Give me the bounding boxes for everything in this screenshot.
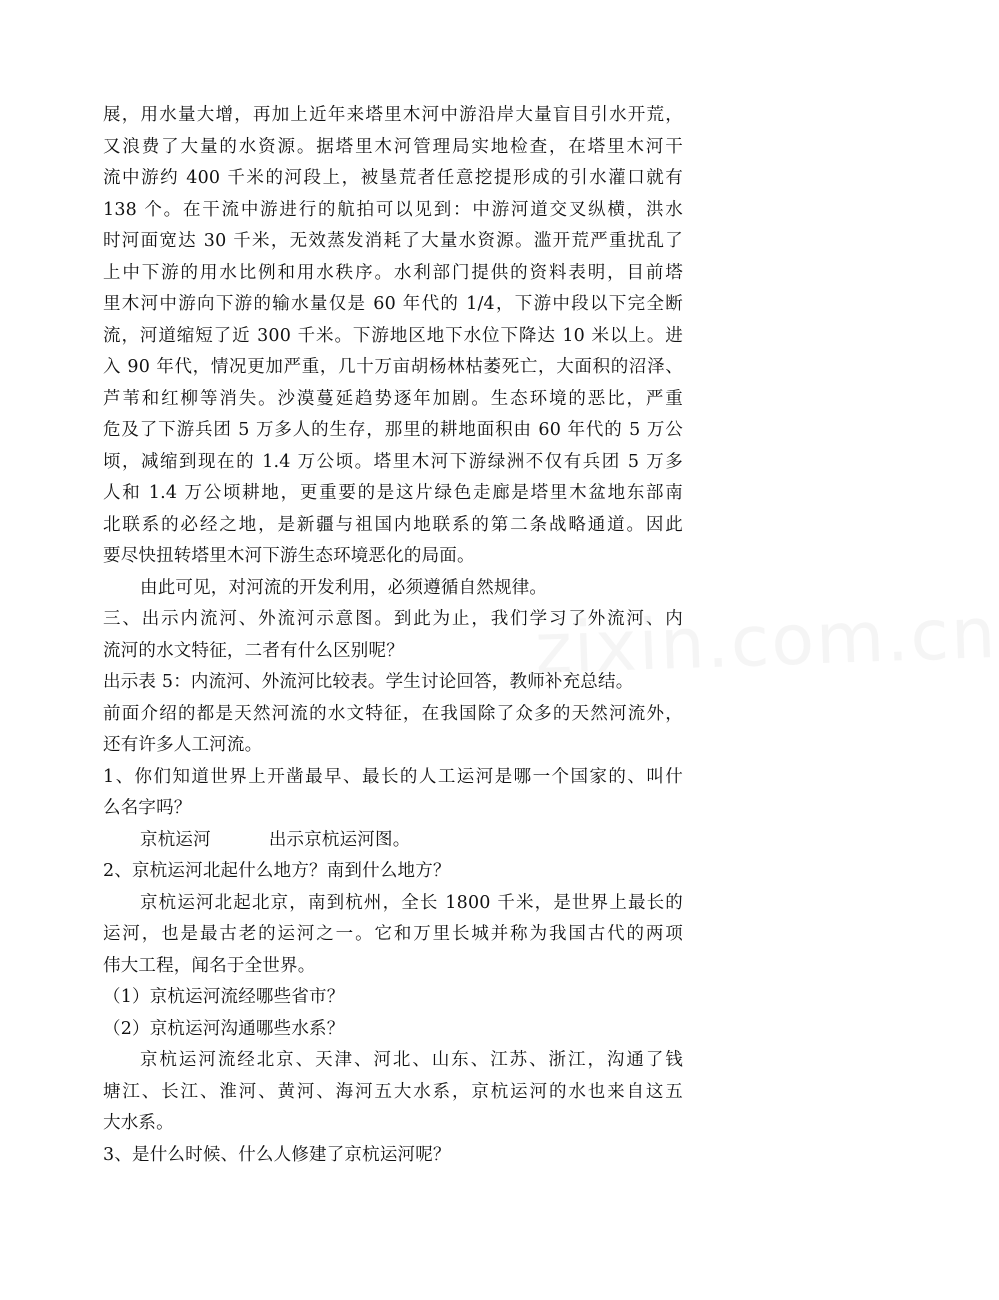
document-body <box>103 100 683 1171</box>
text-line: 顷，减缩到现在的 1.4 万公顷。塔里木河下游绿洲不仅有兵团 5 万多 <box>103 451 683 472</box>
text-line: 京杭运河流经北京、天津、河北、山东、江苏、浙江，沟通了钱 <box>140 1050 683 1070</box>
text-line: 上中下游的用水比例和用水秩序。水利部门提供的资料表明，目前塔 <box>103 262 683 283</box>
text-line: 运河，也是最古老的运河之一。它和万里长城并称为我国古代的两项 <box>103 924 683 944</box>
question-line: 么名字吗？ <box>103 798 192 818</box>
text-line: 又浪费了大量的水资源。据塔里木河管理局实地检查，在塔里木河干 <box>103 136 683 157</box>
text-line: 里木河中游向下游的输水量仅是 60 年代的 1/4，下游中段以下完全断 <box>103 294 683 314</box>
text-line: 流，河道缩短了近 300 千米。下游地区地下水位下降达 10 米以上。进 <box>103 325 683 346</box>
text-line: 出示表 5：内流河、外流河比较表。学生讨论回答，教师补充总结。 <box>103 672 634 692</box>
text-line: 由此可见，对河流的开发利用，必须遵循自然规律。 <box>140 577 548 598</box>
question-line: 3、是什么时候、什么人修建了京杭运河呢？ <box>103 1144 451 1165</box>
section-heading: 三、出示内流河、外流河示意图。到此为止，我们学习了外流河、内 <box>103 609 683 629</box>
answer-note: 出示京杭运河图。 <box>268 829 411 850</box>
text-line: 北联系的必经之地，是新疆与祖国内地联系的第二条战略通道。因此 <box>103 514 683 535</box>
text-line: 时河面宽达 30 千米，无效蒸发消耗了大量水资源。滥开荒严重扰乱了 <box>103 231 683 251</box>
text-line: 危及了下游兵团 5 万多人的生存，那里的耕地面积由 60 年代的 5 万公 <box>103 420 683 440</box>
text-line: 人和 1.4 万公顷耕地，更重要的是这片绿色走廊是塔里木盆地东部南 <box>103 483 683 503</box>
text-line: 入 90 年代，情况更加严重，几十万亩胡杨林枯萎死亡，大面积的沼泽、 <box>103 357 683 377</box>
text-line: 流河的水文特征，二者有什么区别呢？ <box>103 640 404 661</box>
answer-term: 京杭运河 <box>140 829 211 850</box>
sub-question-line: （1）京杭运河流经哪些省市？ <box>103 987 345 1007</box>
text-line: 京杭运河北起北京，南到杭州，全长 1800 千米，是世界上最长的 <box>140 892 683 913</box>
text-line: 芦苇和红柳等消失。沙漠蔓延趋势逐年加剧。生态环境的恶比，严重 <box>103 388 683 409</box>
text-line: 要尽快扭转塔里木河下游生态环境恶化的局面。 <box>103 546 475 566</box>
text-line: 塘江、长江、淮河、黄河、海河五大水系，京杭运河的水也来自这五 <box>103 1081 683 1102</box>
text-line: 138 个。在干流中游进行的航拍可以见到：中游河道交叉纵横，洪水 <box>103 199 683 220</box>
text-line: 大水系。 <box>103 1113 174 1133</box>
text-line: 伟大工程，闻名于全世界。 <box>103 955 316 976</box>
text-line: 流中游约 400 千米的河段上，被垦荒者任意挖提形成的引水灌口就有 <box>103 168 683 188</box>
answer-line <box>103 825 683 857</box>
watermark: zixin.com.cn <box>533 591 999 691</box>
question-line: 1、你们知道世界上开凿最早、最长的人工运河是哪一个国家的、叫什 <box>103 766 683 787</box>
text-line: 前面介绍的都是天然河流的水文特征，在我国除了众多的天然河流外， <box>103 703 683 724</box>
text-line: 还有许多人工河流。 <box>103 735 263 755</box>
sub-question-line: （2）京杭运河沟通哪些水系？ <box>103 1018 345 1039</box>
question-line: 2、京杭运河北起什么地方？南到什么地方？ <box>103 861 451 881</box>
text-line: 展，用水量大增，再加上近年来塔里木河中游沿岸大量盲目引水开荒， <box>103 105 683 125</box>
